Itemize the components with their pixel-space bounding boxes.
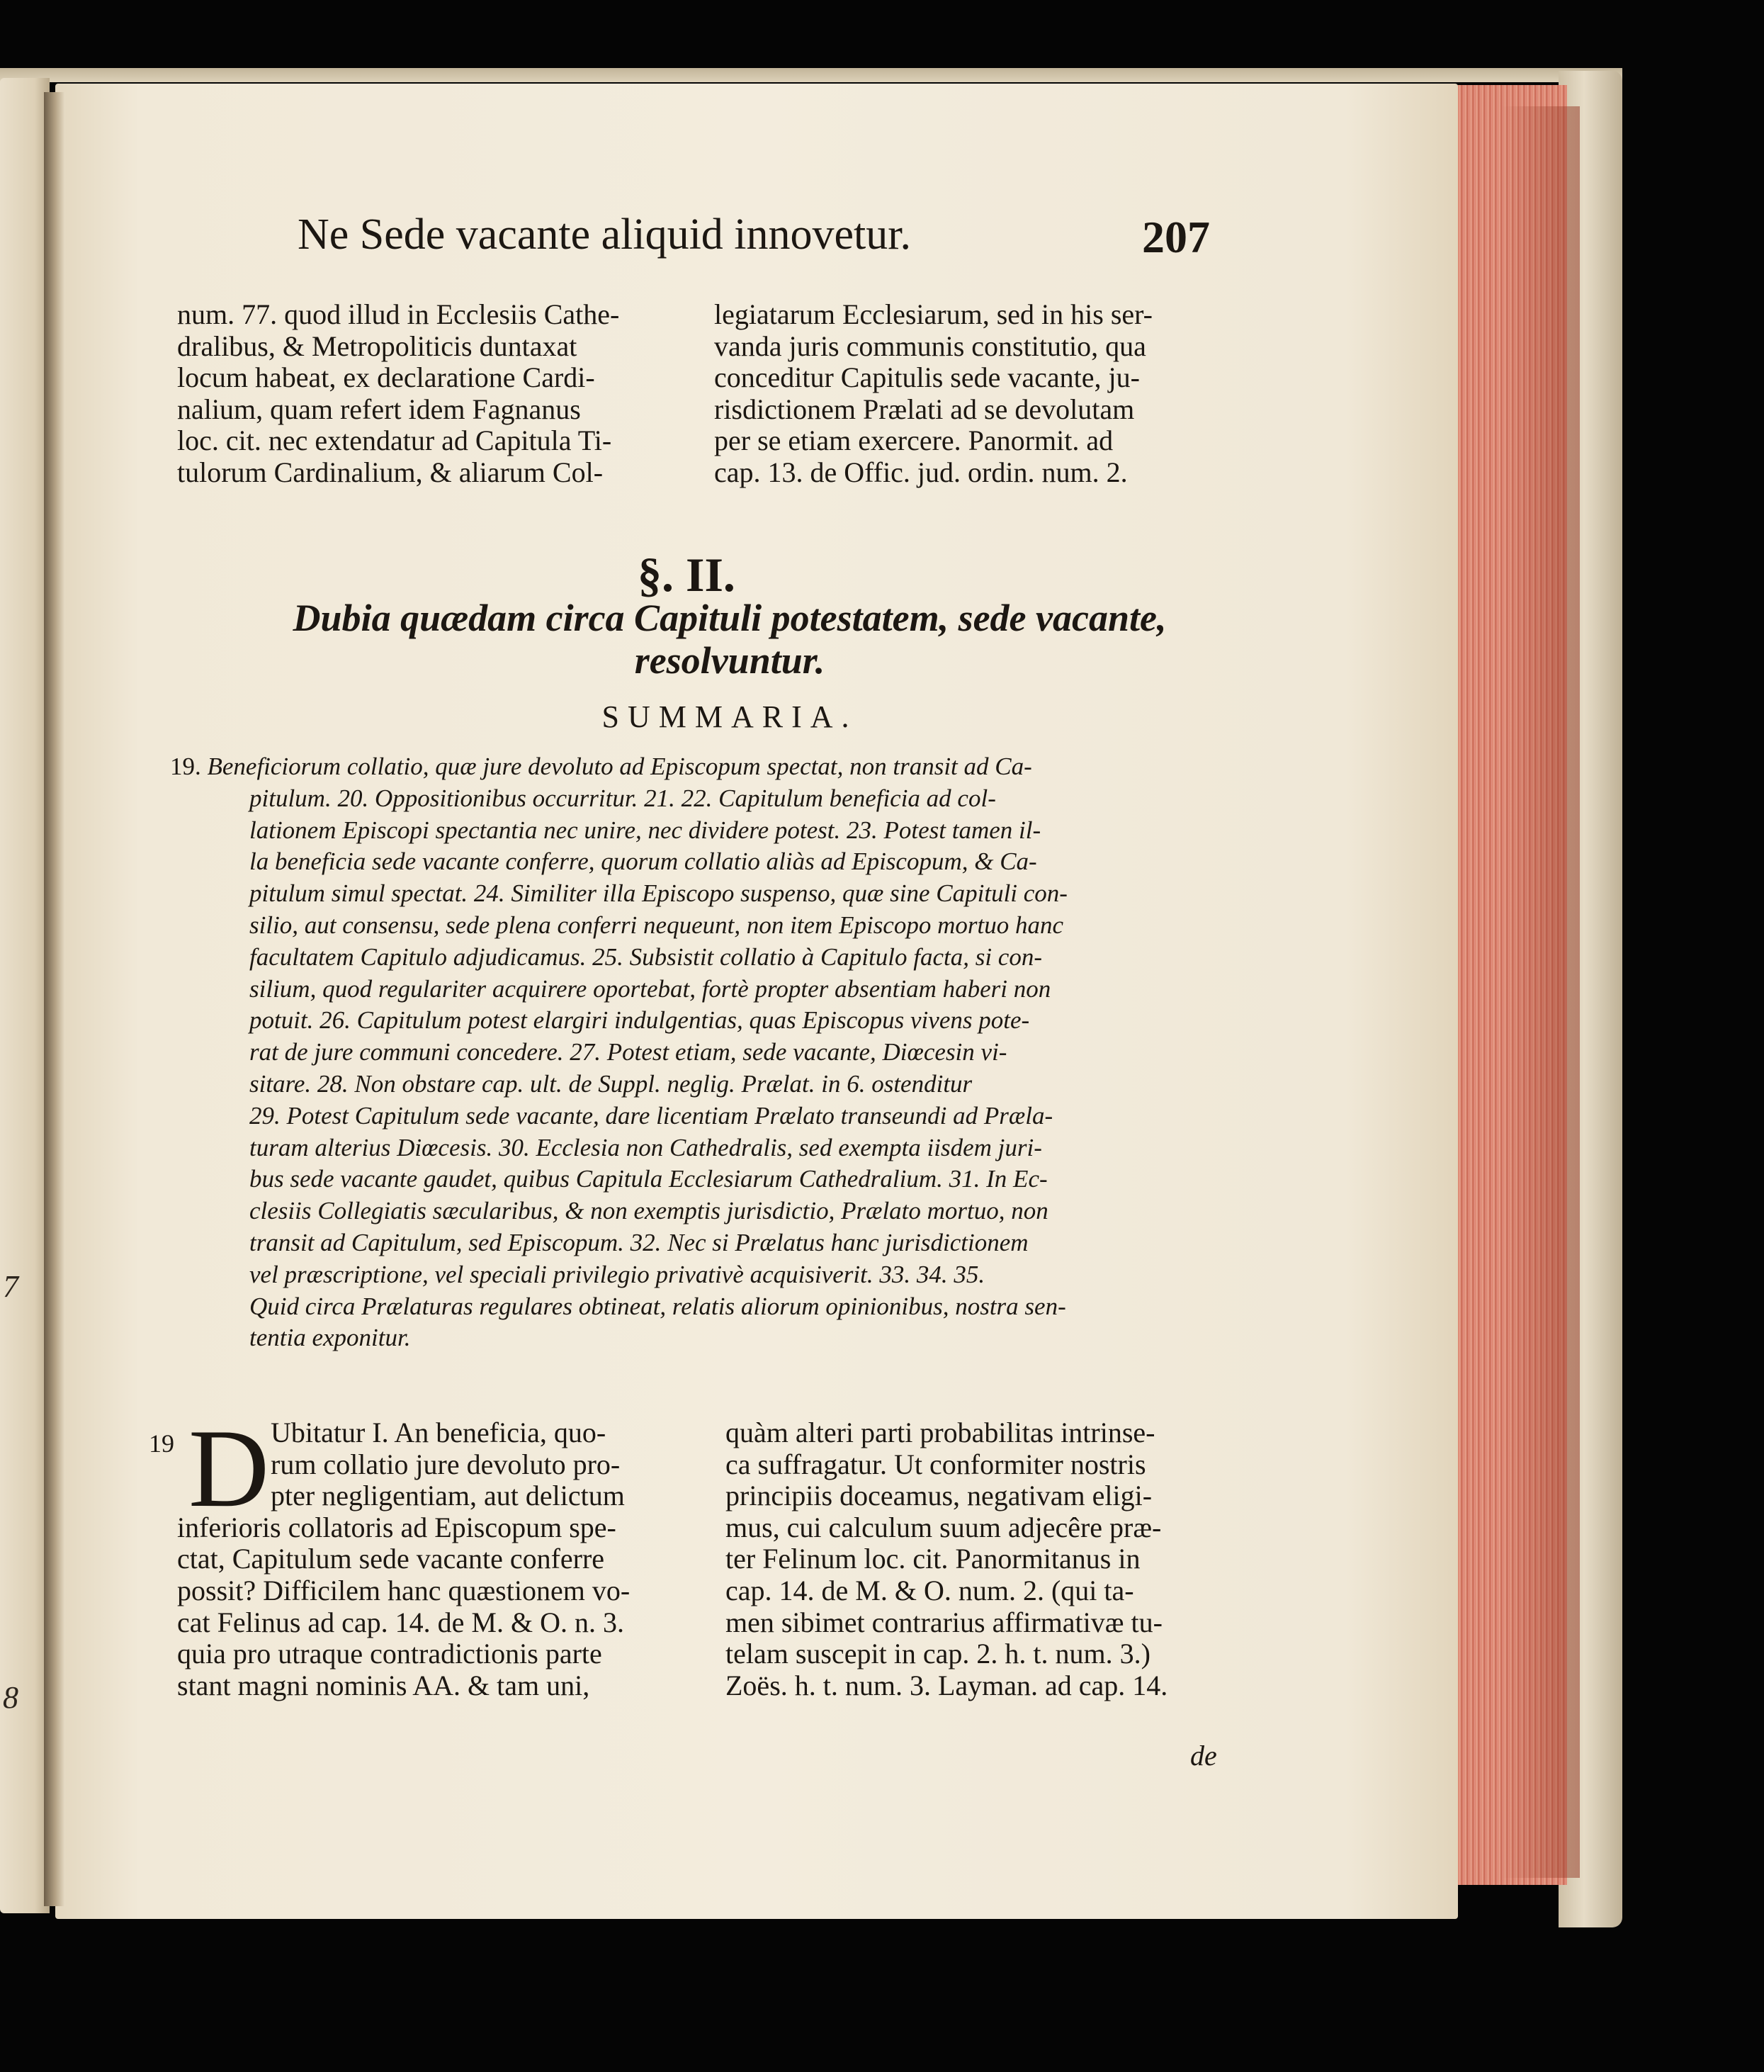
body-left-column [177, 1407, 631, 1701]
summary-line: potuit. 26. Capitulum potest elargiri indulgentias, quas Episcopus vivens pote- [249, 1006, 1030, 1035]
text-line: num. 77. quod illud in Ecclesiis Cathe- [177, 298, 620, 330]
previous-page-edge [0, 78, 50, 1913]
summary-block [170, 751, 1240, 1354]
summary-first-number: 19. [170, 753, 201, 780]
page-number: 207 [1142, 212, 1210, 262]
text-line: men sibimet contrarius affirmativæ tu- [725, 1606, 1163, 1638]
summary-line: lationem Episcopi spectantia nec unire, nec dividere potest. 23. Potest tamen il- [249, 816, 1041, 844]
text-line: cap. 14. de M. & O. num. 2. (qui ta- [725, 1574, 1134, 1606]
text-line: ctat, Capitulum sede vacante conferre [177, 1543, 605, 1575]
text-line: Zoës. h. t. num. 3. Layman. ad cap. 14. [725, 1669, 1168, 1701]
text-line: cat Felinus ad cap. 14. de M. & O. n. 3. [177, 1606, 624, 1638]
text-line: nalium, quam refert idem Fagnanus [177, 393, 581, 425]
section-title [177, 597, 1282, 682]
text-line: ca suffragatur. Ut conformiter nostris [725, 1448, 1146, 1480]
left-margin-note-top: 7 [3, 1269, 18, 1304]
summary-line: silio, aut consensu, sede plena conferri nequeunt, non item Episcopo mortuo hanc [249, 911, 1064, 939]
drop-cap: D [188, 1407, 270, 1531]
running-head: Ne Sede vacante aliquid innovetur. [298, 210, 912, 259]
section-mark: §. II. [638, 548, 735, 602]
text-line: quia pro utraque contradictionis parte [177, 1638, 602, 1670]
text-line: pter negligentiam, aut delictum [271, 1480, 625, 1512]
summary-line: pitulum. 20. Oppositionibus occurritur. 21. 22. Capitulum beneficia ad col- [249, 784, 996, 812]
text-line: principiis doceamus, negativam eligi- [725, 1480, 1153, 1512]
summary-line: Quid circa Prælaturas regulares obtineat, relatis aliorum opinionibus, nostra sen- [249, 1292, 1066, 1320]
text-line: possit? Difficilem hanc quæstionem vo- [177, 1574, 631, 1606]
section-title-line-2: resolvuntur. [634, 639, 825, 682]
summary-line: vel præscriptione, vel speciali privilegio privativè acquisiverit. 33. 34. 35. [249, 1260, 985, 1288]
summary-line: transit ad Capitulum, sed Episcopum. 32. Nec si Prælatus hanc jurisdictionem [249, 1228, 1029, 1256]
text-line: cap. 13. de Offic. jud. ordin. num. 2. [714, 456, 1128, 488]
summary-line: la beneficia sede vacante conferre, quorum collatio aliàs ad Episcopum, & Ca- [249, 848, 1037, 876]
summary-line: silium, quod regulariter acquirere oportebat, fortè propter absentiam haberi non [249, 974, 1051, 1003]
text-line: quàm alteri parti probabilitas intrinse- [725, 1417, 1155, 1448]
section-title-line-1: Dubia quædam circa Capituli potestatem, sede vacante, [293, 597, 1167, 639]
summary-line-text: Beneficiorum collatio, quæ jure devoluto ad Episcopum spectat, non transit ad Ca- [207, 753, 1032, 780]
left-margin-note-bottom: 8 [3, 1680, 18, 1715]
summary-line: clesiis Collegiatis sæcularibus, & non exemptis jurisdictio, Prælato mortuo, non [249, 1197, 1048, 1225]
summary-line: bus sede vacante gaudet, quibus Capitula Ecclesiarum Cathedralium. 31. In Ec- [249, 1165, 1048, 1193]
text-line: stant magni nominis AA. & tam uni, [177, 1669, 590, 1701]
binding-gutter [44, 92, 65, 1906]
summary-line: rat de jure communi concedere. 27. Potest etiam, sede vacante, Diœcesin vi- [249, 1038, 1007, 1066]
text-line: tulorum Cardinalium, & aliarum Col- [177, 456, 604, 488]
top-text-left-column [177, 299, 619, 489]
text-line: Ubitatur I. An beneficia, quo- [271, 1417, 606, 1448]
text-line: ter Felinum loc. cit. Panormitanus in [725, 1543, 1141, 1575]
summary-line [170, 751, 1240, 783]
text-line: conceditur Capitulis sede vacante, ju- [714, 361, 1140, 394]
text-line: dralibus, & Metropoliticis duntaxat [177, 330, 577, 362]
text-line: vanda juris communis constitutio, qua [714, 330, 1146, 362]
text-line: loc. cit. nec extendatur ad Capitula Ti- [177, 424, 612, 457]
margin-number: 19 [149, 1429, 174, 1458]
text-line: telam suscepit in cap. 2. h. t. num. 3.) [725, 1638, 1150, 1670]
summary-line: 29. Potest Capitulum sede vacante, dare licentiam Prælato transeundi ad Præla- [249, 1101, 1053, 1130]
top-text-right-column [714, 299, 1153, 489]
text-line: risdictionem Prælati ad se devolutam [714, 393, 1135, 425]
text-line: inferioris collatoris ad Episcopum spe- [177, 1511, 616, 1543]
text-line: rum collatio jure devoluto pro- [271, 1448, 621, 1480]
fore-edge-shadow [1502, 106, 1580, 1878]
text-line: locum habeat, ex declaratione Cardi- [177, 361, 595, 394]
summaria-heading: SUMMARIA. [601, 699, 858, 734]
text-line: per se etiam exercere. Panormit. ad [714, 424, 1114, 457]
text-line: legiatarum Ecclesiarum, sed in his ser- [714, 298, 1153, 330]
catchword: de [1190, 1740, 1217, 1772]
summary-line: tentia exponitur. [249, 1324, 411, 1352]
summary-line: facultatem Capitulo adjudicamus. 25. Subsistit collatio à Capitulo facta, si con- [249, 942, 1042, 971]
summary-line: turam alterius Diœcesis. 30. Ecclesia non Cathedralis, sed exempta iisdem juri- [249, 1133, 1042, 1161]
summary-line: pitulum simul spectat. 24. Similiter illa Episcopo suspenso, quæ sine Capituli con- [249, 879, 1068, 908]
text-line: mus, cui calculum suum adjecêre præ- [725, 1511, 1162, 1543]
book-cover-top [0, 68, 1622, 82]
summary-line: sitare. 28. Non obstare cap. ult. de Suppl. neglig. Prælat. in 6. ostenditur [249, 1069, 973, 1098]
body-right-column [725, 1417, 1167, 1701]
